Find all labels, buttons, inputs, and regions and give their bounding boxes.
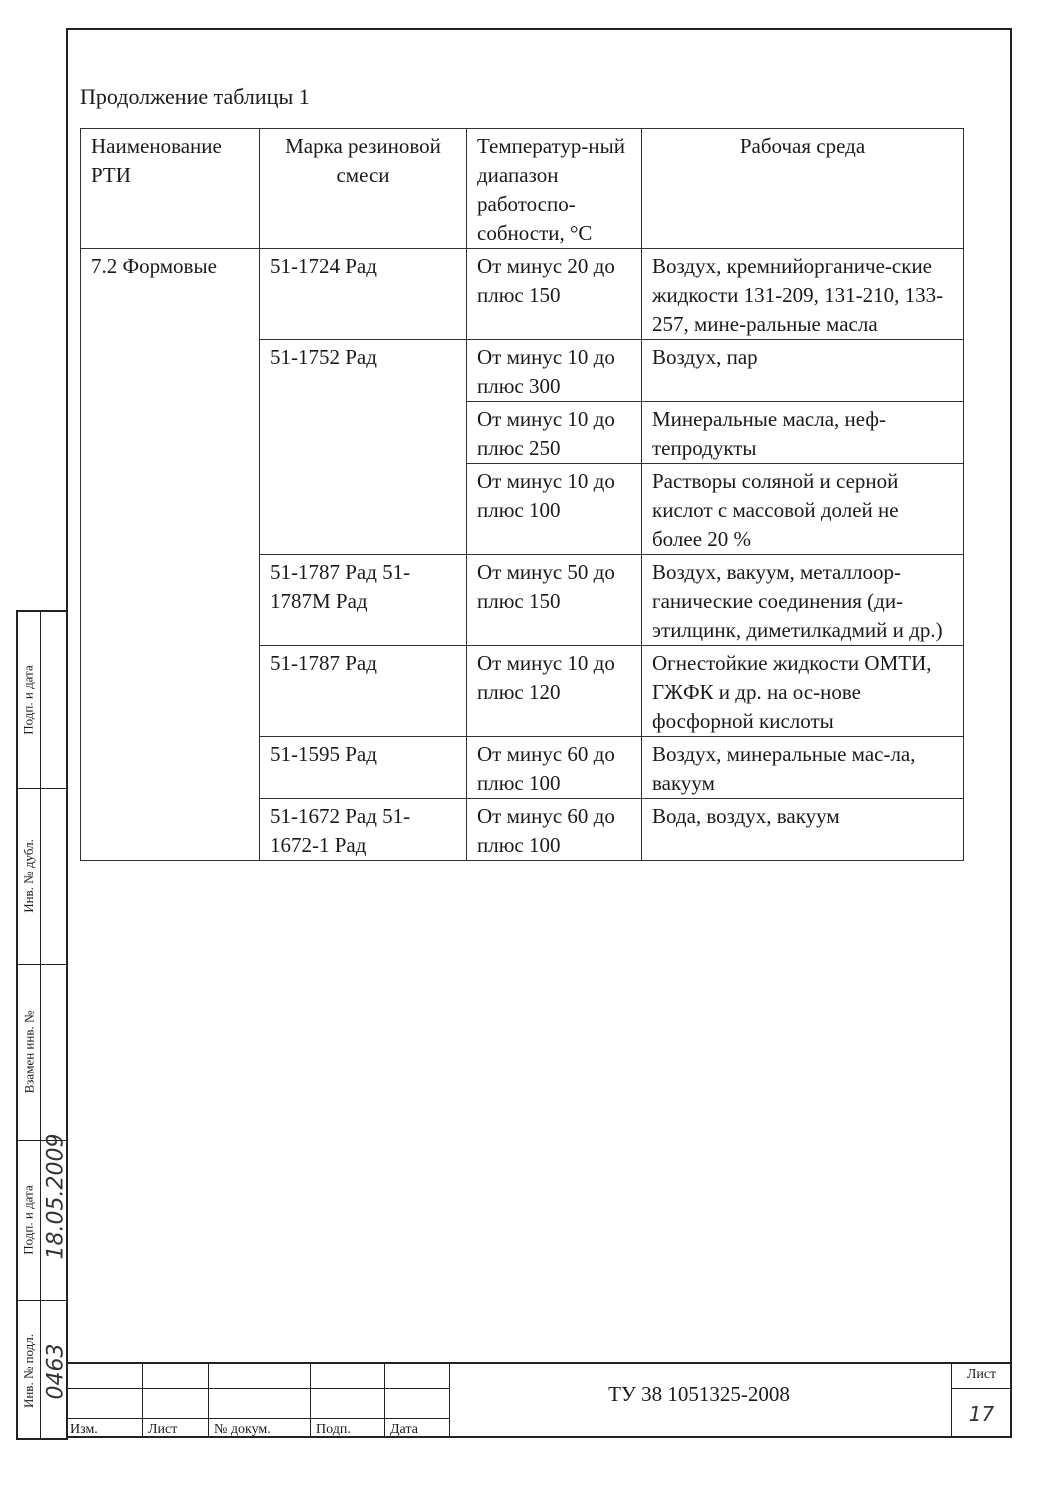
stamp-sheet-label: Лист bbox=[966, 1367, 997, 1382]
handwritten-inv-number: 0463 bbox=[43, 1343, 69, 1399]
header-temp: Температур-ный диапазон работоспо-собности, °C bbox=[467, 129, 642, 249]
table-row bbox=[81, 249, 964, 340]
cell-mark: 51-1752 Рад bbox=[260, 340, 467, 555]
side-label-sign-date-2: Подп. и дата bbox=[21, 1185, 37, 1255]
header-name: Наименование РТИ bbox=[81, 129, 260, 249]
header-medium: Рабочая среда bbox=[642, 129, 964, 249]
cell-temp: От минус 10 до плюс 250 bbox=[467, 402, 642, 464]
cell-temp: От минус 60 до плюс 100 bbox=[467, 737, 642, 799]
side-label-orig-inv: Инв. № подл. bbox=[21, 1333, 37, 1409]
cell-temp: От минус 10 до плюс 120 bbox=[467, 646, 642, 737]
title-block bbox=[66, 1362, 1012, 1438]
rubber-products-table bbox=[80, 128, 964, 861]
side-label-sign-date: Подп. и дата bbox=[21, 665, 37, 735]
header-mark: Марка резиновой смеси bbox=[260, 129, 467, 249]
cell-medium: Огнестойкие жидкости ОМТИ, ГЖФК и др. на ос-нове фосфорной кислоты bbox=[642, 646, 964, 737]
cell-group-name: 7.2 Формовые bbox=[81, 249, 260, 861]
cell-medium: Вода, воздух, вакуум bbox=[642, 799, 964, 861]
cell-medium: Воздух, кремнийорганиче-ские жидкости 131-209, 131-210, 133-257, мине-ральные масла bbox=[642, 249, 964, 340]
stamp-podp: Подп. bbox=[316, 1422, 351, 1437]
side-label-replace-inv: Взамен инв. № bbox=[21, 1010, 36, 1094]
side-label-dup-inv: Инв. № дубл. bbox=[21, 839, 37, 913]
cell-mark: 51-1787 Рад 51-1787М Рад bbox=[260, 555, 467, 646]
cell-temp: От минус 10 до плюс 300 bbox=[467, 340, 642, 402]
stamp-doc: № докум. bbox=[214, 1422, 271, 1437]
cell-mark: 51-1787 Рад bbox=[260, 646, 467, 737]
cell-mark: 51-1672 Рад 51-1672-1 Рад bbox=[260, 799, 467, 861]
table-header-row bbox=[81, 129, 964, 249]
document-code: ТУ 38 1051325-2008 bbox=[608, 1382, 790, 1406]
cell-medium: Минеральные масла, неф-тепродукты bbox=[642, 402, 964, 464]
cell-medium: Воздух, минеральные мас-ла, вакуум bbox=[642, 737, 964, 799]
stamp-list: Лист bbox=[148, 1422, 178, 1437]
table-caption: Продолжение таблицы 1 bbox=[80, 84, 310, 109]
sheet-number: 17 bbox=[968, 1402, 995, 1426]
cell-temp: От минус 10 до плюс 100 bbox=[467, 464, 642, 555]
stamp-date: Дата bbox=[390, 1422, 418, 1437]
handwritten-date: 18.05.2009 bbox=[43, 1133, 69, 1259]
cell-temp: От минус 60 до плюс 100 bbox=[467, 799, 642, 861]
stamp-izm: Изм. bbox=[70, 1422, 98, 1437]
cell-temp: От минус 50 до плюс 150 bbox=[467, 555, 642, 646]
side-strip bbox=[16, 610, 68, 1440]
cell-medium: Воздух, пар bbox=[642, 340, 964, 402]
cell-medium: Растворы соляной и серной кислот с массовой долей не более 20 % bbox=[642, 464, 964, 555]
cell-mark: 51-1595 Рад bbox=[260, 737, 467, 799]
cell-medium: Воздух, вакуум, металлоор-ганические соединения (ди-этилцинк, диметилкадмий и др.) bbox=[642, 555, 964, 646]
cell-temp: От минус 20 до плюс 150 bbox=[467, 249, 642, 340]
cell-mark: 51-1724 Рад bbox=[260, 249, 467, 340]
